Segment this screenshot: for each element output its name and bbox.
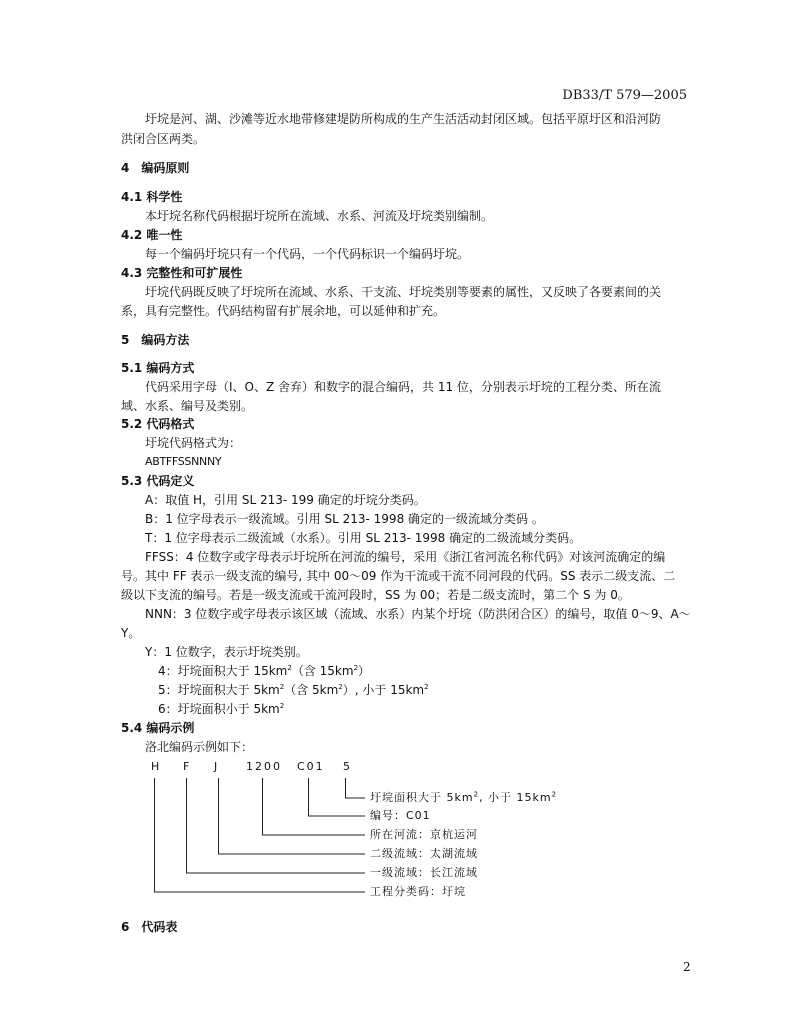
section-6-heading: 6 代码表	[121, 920, 178, 934]
code-format: ABTFFSSNNNY	[145, 455, 222, 468]
category-6: 6：圩垸面积小于 $5km^2$	[158, 702, 285, 716]
code-part-j: J	[214, 760, 220, 773]
section-5-4-text: 洛北编码示例如下：	[145, 740, 254, 754]
diagram-label-number: 编号：C01	[370, 809, 431, 822]
intro-line-2: 洪闭合区两类。	[121, 132, 206, 146]
leader-line-river	[263, 778, 366, 835]
code-part-c01: C01	[297, 760, 325, 773]
leader-line-first-basin	[187, 778, 366, 873]
page-number: 2	[683, 960, 691, 974]
leader-line-number	[309, 778, 366, 816]
diagram-label-first-basin: 一级流域：长江流域	[370, 866, 478, 879]
section-5-3-heading: 5.3 代码定义	[121, 474, 195, 488]
section-4-2-heading: 4.2 唯一性	[121, 228, 183, 242]
section-5-1-text-2: 域、水系、编号及类别。	[121, 399, 254, 413]
section-5-4-heading: 5.4 编码示例	[121, 721, 195, 735]
standard-code: DB33/T 579—2005	[562, 88, 687, 103]
section-4-3-text-2: 系，具有完整性。代码结构留有扩展余地，可以延伸和扩充。	[121, 304, 446, 318]
diagram-label-project-class: 工程分类码：圩垸	[370, 885, 466, 898]
section-4-3-heading: 4.3 完整性和可扩展性	[121, 266, 243, 280]
definition-a: A：取值 H，引用 SL 213- 199 确定的圩垸分类码。	[145, 493, 426, 507]
section-5-1-text-1: 代码采用字母（I、O、Z 舍弃）和数字的混合编码，共 11 位，分别表示圩垸的工程分类、所在流	[145, 380, 661, 394]
definition-t: T：1 位字母表示二级流域（水系）。引用 SL 213- 1998 确定的二级流域分类码。	[145, 531, 582, 545]
section-4-2-text: 每一个编码圩垸只有一个代码，一个代码标识一个编码圩垸。	[145, 247, 470, 261]
section-4-heading: 4 编码原则	[121, 161, 190, 175]
category-5: 5：圩垸面积大于 $5km^2$（含 $5km^2$）, 小于 $15km^2$	[158, 683, 429, 697]
section-4-1-text: 本圩垸名称代码根据圩垸所在流域、水系、河流及圩垸类别编制。	[145, 209, 494, 223]
code-part-f: F	[183, 760, 192, 773]
code-part-1200: 1200	[246, 760, 282, 773]
intro-line-1: 圩垸是河、湖、沙滩等近水地带修建堤防所构成的生产生活活动封闭区域。包括平原圩区和沿河防	[145, 112, 662, 126]
section-5-1-heading: 5.1 编码方式	[121, 361, 195, 375]
definition-ffss-2: 号。其中 FF 表示一级支流的编号, 其中 00～09 作为干流或干流不同河段的代码。SS 表示二级支流、二	[121, 569, 676, 583]
definition-ffss-3: 级以下支流的编号。若是一级支流或干流河段时，SS 为 00；若是二级支流时，第二个 S 为 0。	[121, 588, 630, 602]
definition-y: Y：1 位数字，表示圩垸类别。	[145, 645, 308, 659]
category-4: 4：圩垸面积大于 $15km^2$（含 $15km^2$）	[158, 664, 371, 678]
diagram-label-second-basin: 二级流域：太湖流域	[370, 847, 478, 860]
section-5-2-text: 圩垸代码格式为：	[145, 436, 242, 450]
code-part-5: 5	[343, 760, 352, 773]
section-5-2-heading: 5.2 代码格式	[121, 417, 195, 431]
section-4-1-heading: 4.1 科学性	[121, 190, 183, 204]
section-4-3-text-1: 圩垸代码既反映了圩垸所在流域、水系、干支流、圩垸类别等要素的属性，又反映了各要素间的关	[145, 285, 662, 299]
leader-line-category	[346, 778, 366, 798]
code-part-h: H	[151, 760, 162, 773]
definition-nnn-2: Y。	[121, 626, 141, 640]
diagram-label-river: 所在河流：京杭运河	[370, 828, 478, 841]
definition-ffss-1: FFSS：4 位数字或字母表示圩垸所在河流的编号，采用《浙江省河流名称代码》对该河流确定的编	[145, 550, 666, 564]
diagram-label-category: 圩垸面积大于 $5km^2$, 小于 $15km^2$	[370, 790, 558, 804]
definition-b: B：1 位字母表示一级流域。引用 SL 213- 1998 确定的一级流域分类码 。	[145, 512, 544, 526]
definition-nnn-1: NNN：3 位数字或字母表示该区域（流域、水系）内某个圩垸（防洪闭合区）的编号，取值 0～9、A～	[145, 607, 691, 621]
section-5-heading: 5 编码方法	[121, 333, 190, 347]
